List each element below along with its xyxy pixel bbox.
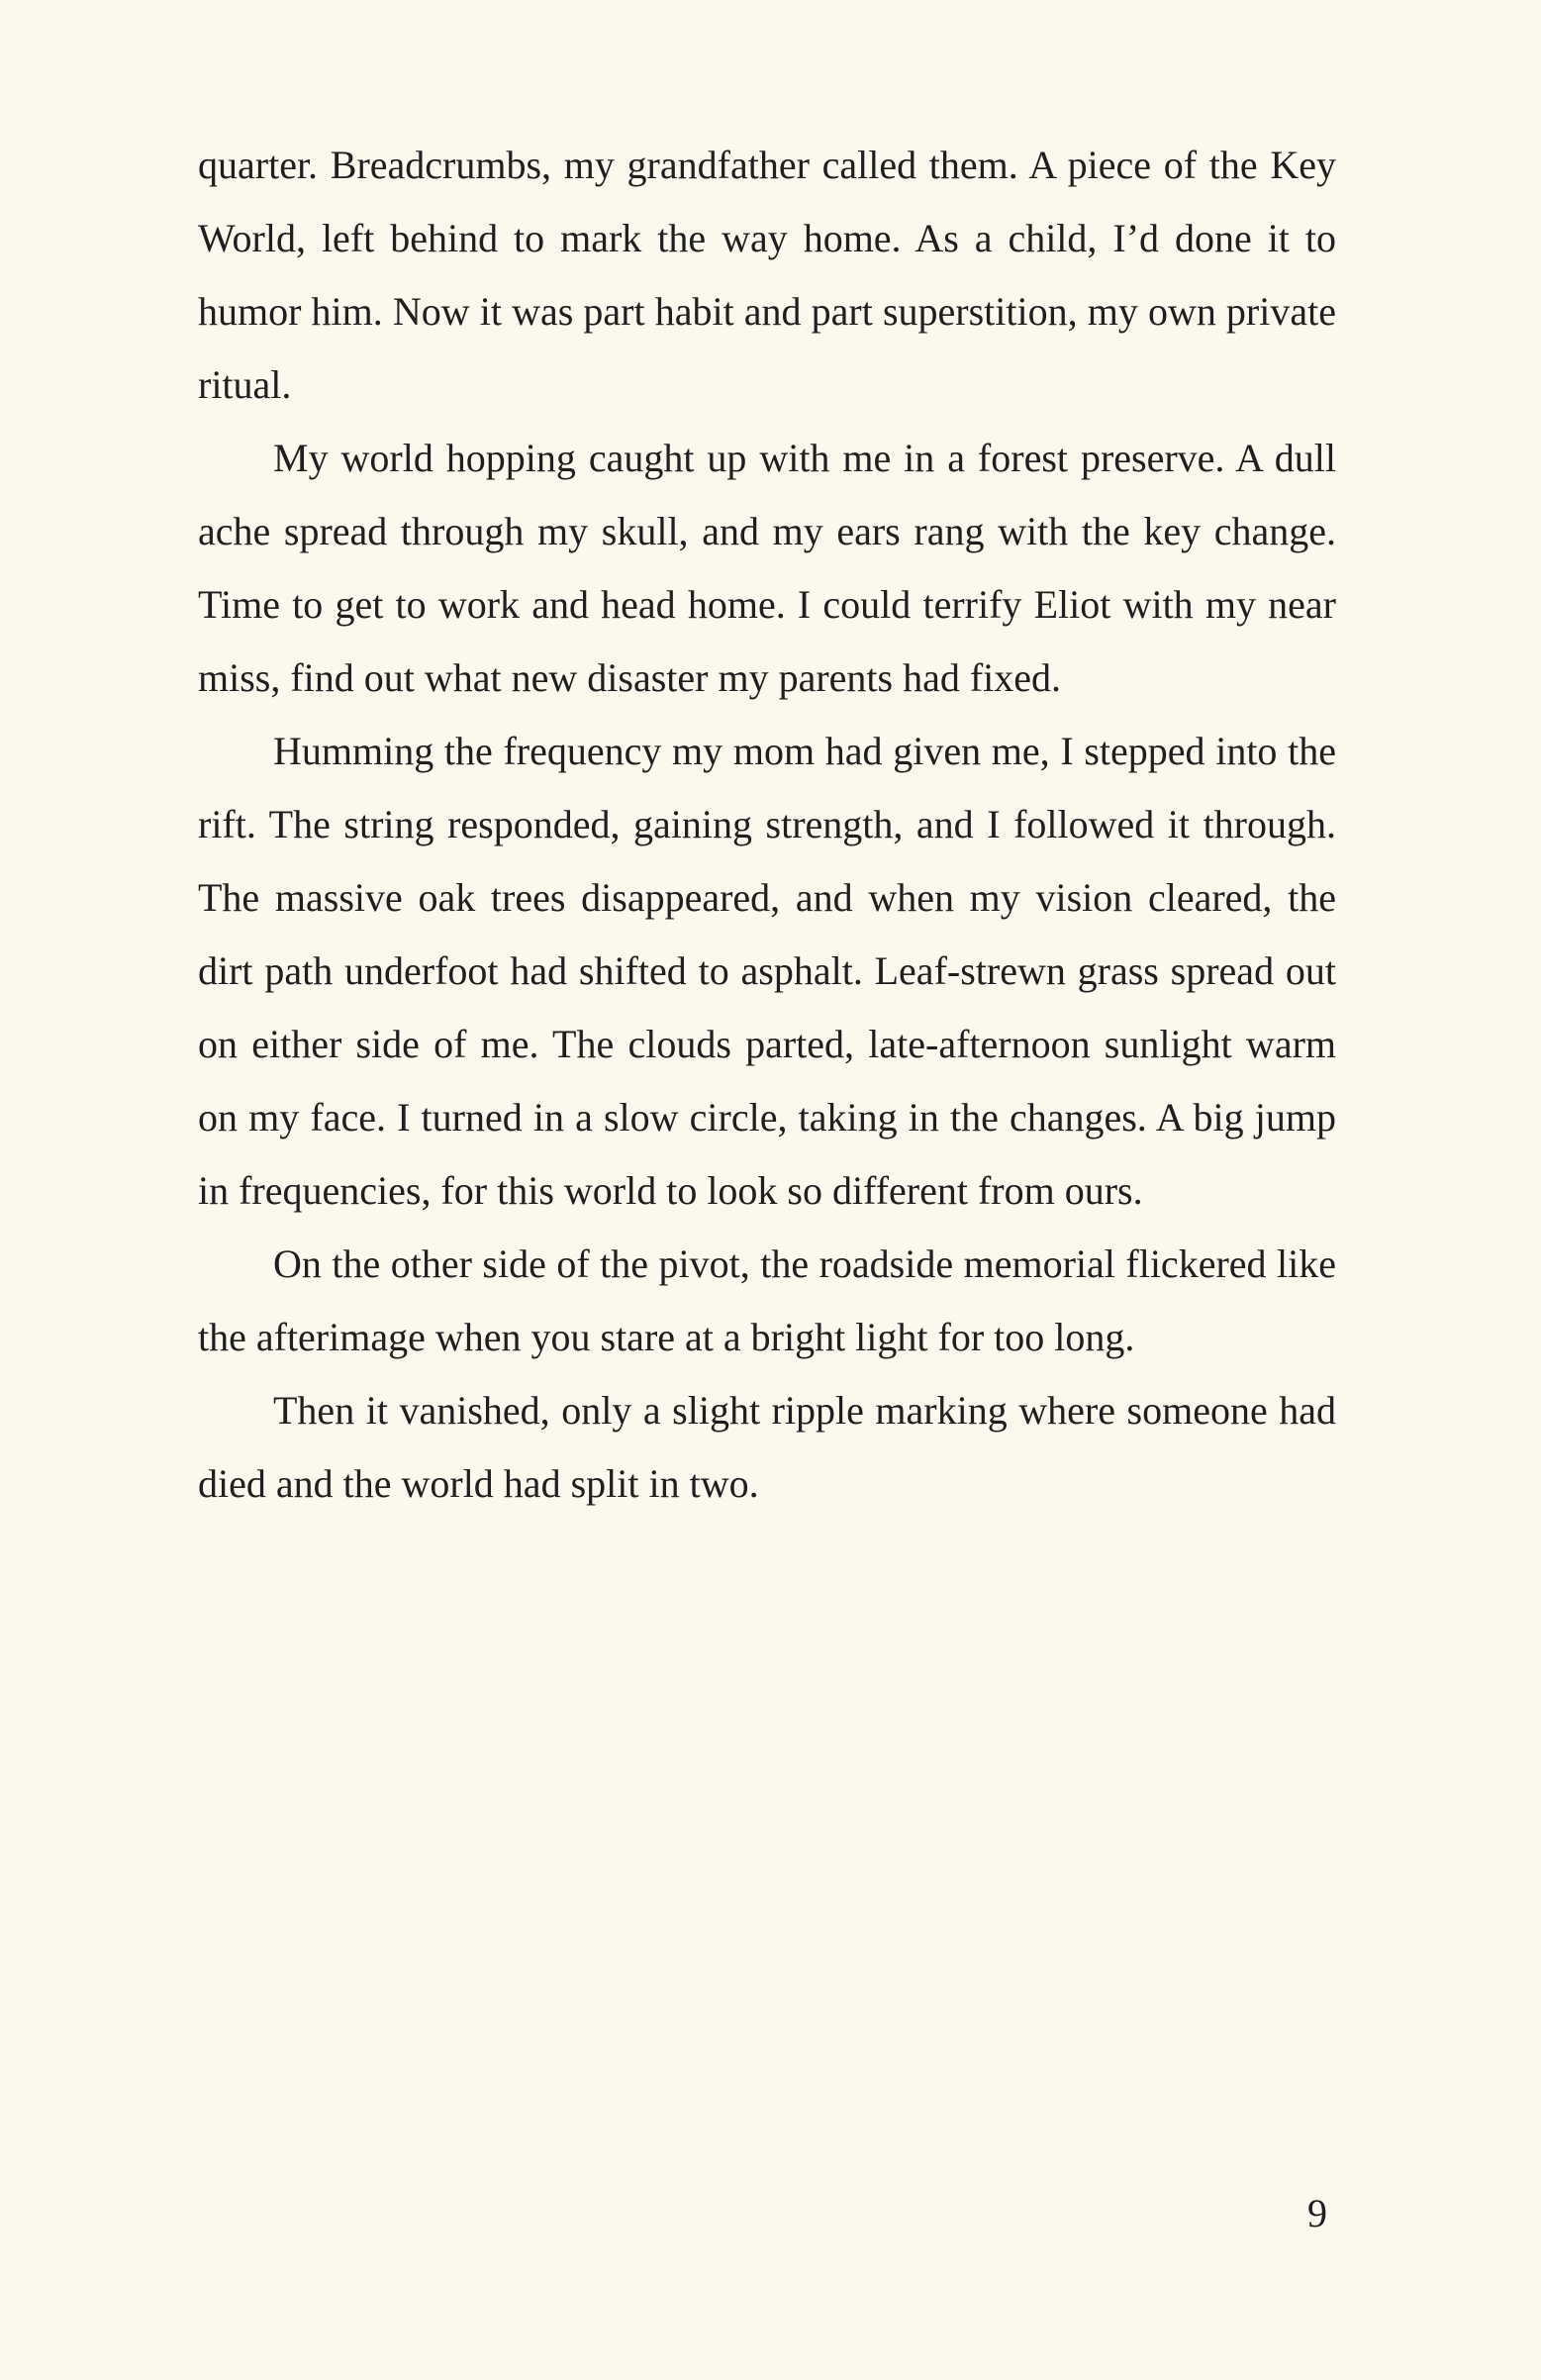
paragraph-4: On the other side of the pivot, the roadside memorial flickered like the afterimage when you stare at a bright light for too long. [198,1241,1336,1359]
paragraph-3: Humming the frequency my mom had given me, I stepped into the rift. The string responded, gaining strength, and I followed it through. The massive oak trees disappeared, and when my vision cleared, the dirt path underfoot had shifted to asphalt. Leaf-strewn grass spread out on either side of me. The clouds parted, late-afternoon sunlight warm on my face. I turned in a slow circle, taking in the changes. A big jump in frequencies, for this world to look so different from ours. [198,729,1336,1213]
paragraph-2: My world hopping caught up with me in a forest preserve. A dull ache spread through my skull, and my ears rang with the key change. Time to get to work and head home. I could terrify Eliot with my near miss, find out what new disaster my parents had fixed. [198,436,1336,700]
paragraph-1: quarter. Breadcrumbs, my grandfather called them. A piece of the Key World, left behind to mark the way home. As a child, I’d done it to humor him. Now it was part habit and part superstition, my own private ritual. [198,143,1336,407]
body-text [198,129,1336,1521]
paragraph-5: Then it vanished, only a slight ripple marking where someone had died and the world had split in two. [198,1388,1336,1506]
page-number: 9 [1307,2191,1327,2235]
